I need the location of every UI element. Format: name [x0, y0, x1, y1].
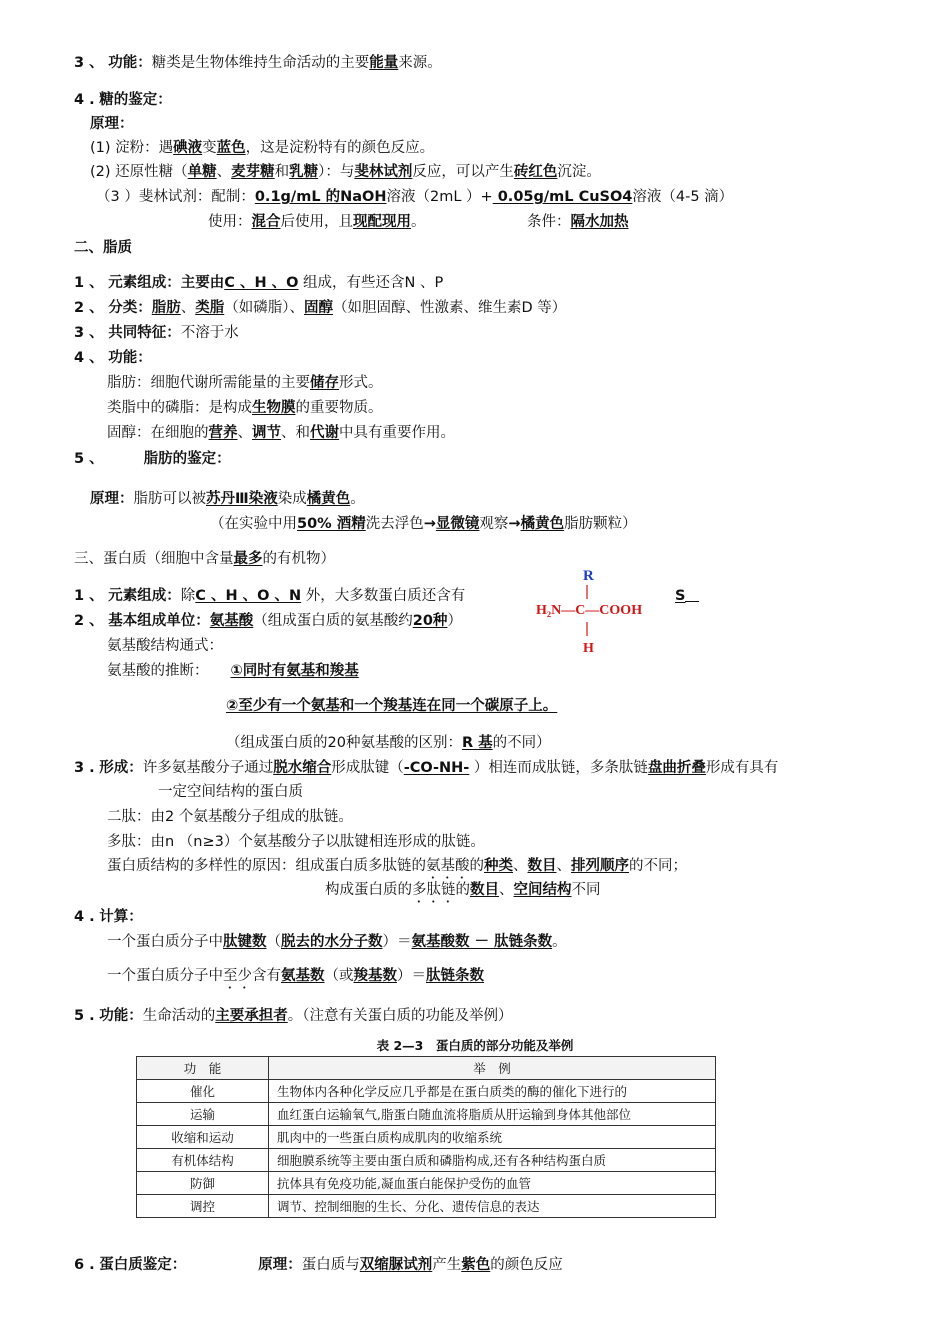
sugar-function-line: 3 、 功能：糖类是生物体维持生命活动的主要能量来源。 [74, 55, 442, 71]
protein-formation-line-2: 一定空间结构的蛋白质 [158, 784, 303, 800]
table-cell-function: 运输 [137, 1103, 269, 1126]
calculation-line-2: 一个蛋白质分子中至少含有氨基数（或羧基数）＝肽链条数 [107, 968, 484, 984]
diversity-line-2: 构成蛋白质的多肽链的数目、空间结构不同 [325, 882, 601, 898]
table-cell-example: 肌肉中的一些蛋白质构成肌肉的收缩系统 [269, 1126, 716, 1149]
reducing-sugar-line: (2) 还原性糖（单糖、麦芽糖和乳糖）：与斐林试剂反应，可以产生砖红色沉淀。 [90, 164, 601, 180]
starch-line: (1) 淀粉：遇碘液变蓝色，这是淀粉特有的颜色反应。 [90, 140, 435, 156]
table-cell-function: 催化 [137, 1080, 269, 1103]
principle-label: 原理： [90, 116, 134, 132]
amino-judge-line: 氨基酸的推断： ①同时有氨基和羧基 [107, 663, 359, 679]
table-header-example: 举 例 [269, 1057, 716, 1080]
protein-function-line: 5 . 功能：生命活动的主要承担者。（注意有关蛋白质的功能及举例） [74, 1008, 513, 1024]
table-row [137, 1080, 716, 1103]
fehling-condition: 条件：隔水加热 [527, 214, 629, 230]
amino-difference-line: （组成蛋白质的20种氨基酸的区别：R 基的不同） [226, 735, 551, 751]
lipid-classification-line: 2 、 分类：脂肪、类脂（如磷脂）、固醇（如胆固醇、性激素、维生素D 等） [74, 300, 567, 316]
lipid-common-feature-line: 3 、 共同特征：不溶于水 [74, 325, 239, 341]
protein-elements-line: 1 、 元素组成：除C 、H 、O 、N 外，大多数蛋白质还含有 [74, 588, 466, 604]
polypeptide-line: 多肽：由n （n≥3）个氨基酸分子以肽键相连形成的肽链。 [107, 834, 485, 850]
protein-unit-line: 2 、 基本组成单位：氨基酸（组成蛋白质的氨基酸约20种） [74, 613, 462, 629]
table-cell-example: 血红蛋白运输氧气,脂蛋白随血流将脂质从肝运输到身体其他部位 [269, 1103, 716, 1126]
protein-test-line: 6 . 蛋白质鉴定： 原理：蛋白质与双缩脲试剂产生紫色的颜色反应 [74, 1257, 563, 1273]
calculation-heading: 4 . 计算： [74, 909, 143, 925]
table-cell-example: 细胞膜系统等主要由蛋白质和磷脂构成,还有各种结构蛋白质 [269, 1149, 716, 1172]
protein-formation-line: 3 . 形成：许多氨基酸分子通过脱水缩合形成肽键（-CO-NH- ）相连而成肽链，多条肽链盘曲折叠形成有具有 [74, 760, 779, 776]
formula-r-group: R [583, 568, 594, 584]
table-cell-function: 调控 [137, 1195, 269, 1218]
fehling-line: （3 ）斐林试剂：配制：0.1g/mL 的NaOH溶液（2mL ）+ 0.05g/mL CuSO4溶液（4-5 滴） [96, 189, 734, 205]
table-row [137, 1126, 716, 1149]
diversity-line: 蛋白质结构的多样性的原因：组成蛋白质多肽链的氨基酸的种类、数目、排列顺序的不同； [107, 858, 687, 874]
fehling-usage-line: 使用：混合后使用，且现配现用。 [208, 214, 426, 230]
sterol-function-line: 固醇：在细胞的营养、调节、和代谢中具有重要作用。 [107, 425, 455, 441]
amino-judge-line-2: ②至少有一个氨基和一个羧基连在同一个碳原子上。 [226, 698, 558, 714]
table-row [137, 1172, 716, 1195]
table-row [137, 1103, 716, 1126]
formula-main-chain: H₂N—C—COOH [536, 603, 643, 618]
table-cell-example: 生物体内各种化学反应几乎都是在蛋白质类的酶的催化下进行的 [269, 1080, 716, 1103]
protein-section-title: 三、蛋白质（细胞中含量最多的有机物） [74, 551, 335, 567]
fat-experiment-line: （在实验中用50% 酒精洗去浮色→显微镜观察→橘黄色脂肪颗粒） [210, 516, 637, 532]
fat-function-line: 脂肪：细胞代谢所需能量的主要储存形式。 [107, 375, 383, 391]
table-header-function: 功 能 [137, 1057, 269, 1080]
amino-acid-structure-formula [530, 566, 660, 656]
sugar-test-heading: 4 . 糖的鉴定： [74, 92, 172, 108]
fat-test-heading: 5 、 脂肪的鉴定： [74, 451, 231, 467]
table-cell-example: 抗体具有免疫功能,凝血蛋白能保护受伤的血管 [269, 1172, 716, 1195]
table-cell-example: 调节、控制细胞的生长、分化、遗传信息的表达 [269, 1195, 716, 1218]
calculation-line-1: 一个蛋白质分子中肽键数（脱去的水分子数）＝氨基酸数 － 肽链条数。 [107, 934, 567, 950]
lipid-function-heading: 4 、 功能： [74, 350, 152, 366]
table-cell-function: 防御 [137, 1172, 269, 1195]
table-cell-function: 有机体结构 [137, 1149, 269, 1172]
phospholipid-function-line: 类脂中的磷脂：是构成生物膜的重要物质。 [107, 400, 383, 416]
formula-hydrogen: H [583, 641, 594, 656]
protein-sulfur: S [675, 586, 699, 606]
lipid-elements-line: 1 、 元素组成：主要由C 、H 、O 组成，有些还含N 、P [74, 275, 444, 291]
table-caption: 表 2—3 蛋白质的部分功能及举例 [376, 1038, 574, 1053]
dipeptide-line: 二肽：由2 个氨基酸分子组成的肽链。 [107, 809, 353, 825]
table-row [137, 1195, 716, 1218]
formula-label: 氨基酸结构通式： [107, 638, 223, 654]
table-row [137, 1149, 716, 1172]
table-cell-function: 收缩和运动 [137, 1126, 269, 1149]
protein-function-table [136, 1056, 716, 1218]
table-header-row [137, 1057, 716, 1080]
lipid-section-title: 二、脂质 [74, 240, 132, 256]
fat-test-principle-line: 原理：脂肪可以被苏丹Ⅲ染液染成橘黄色。 [90, 491, 365, 507]
